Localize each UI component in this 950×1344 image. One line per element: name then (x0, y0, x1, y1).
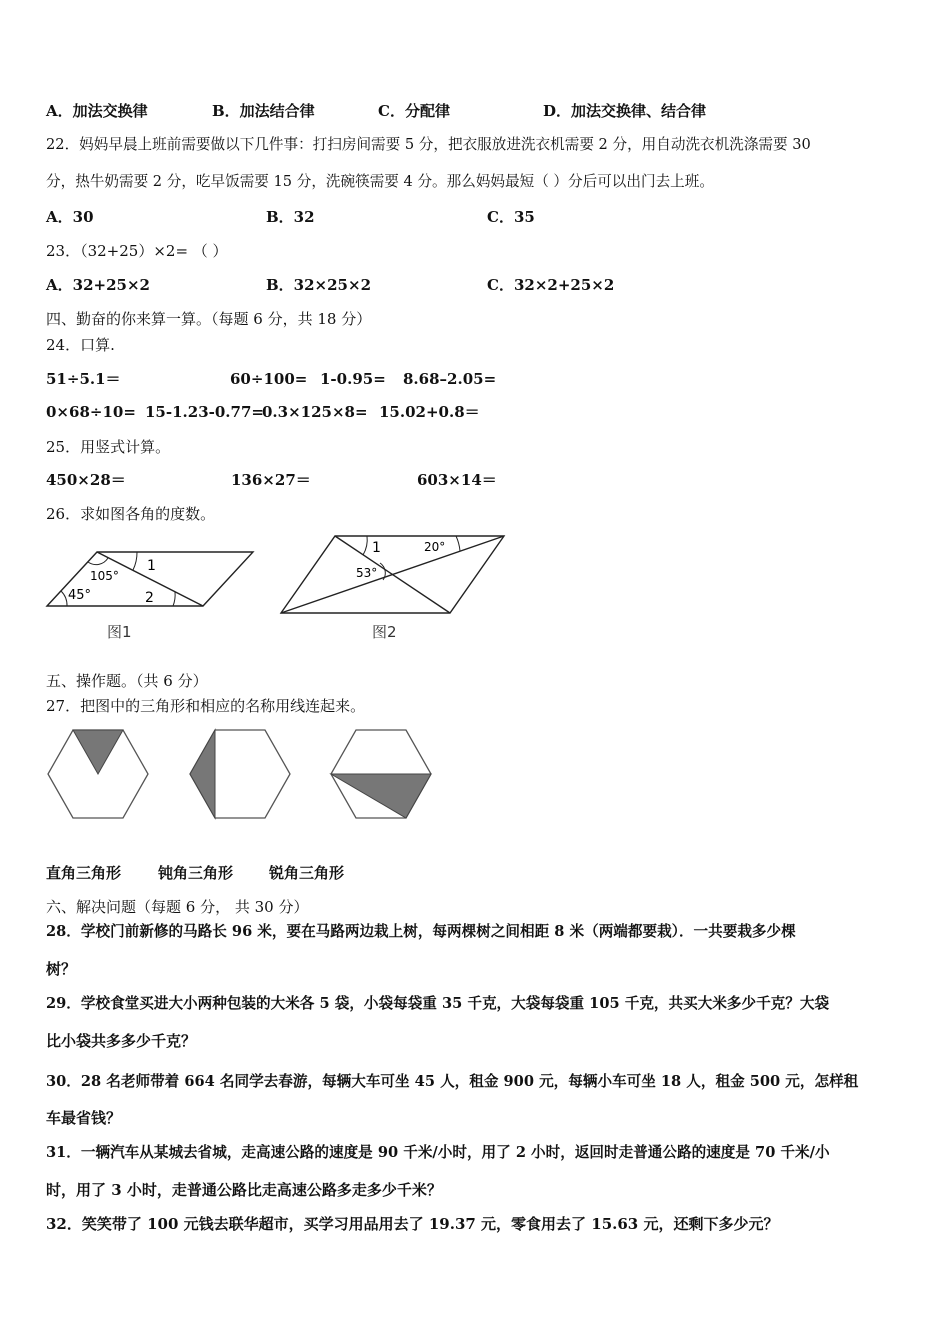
q21-option-d: D．加法交换律、结合律 (543, 102, 707, 120)
q24-item: 15-1.23-0.77= (145, 403, 264, 421)
q22-option-b: B．32 (266, 208, 315, 226)
q24-item: 51÷5.1＝ (46, 370, 121, 388)
q24-item: 60÷100= (230, 370, 308, 388)
fig2-angle-1: 1 (372, 540, 381, 556)
q25-text: 25．用竖式计算。 (46, 438, 171, 456)
q26-text: 26．求如图各角的度数。 (46, 505, 216, 523)
q24-item: 0×68÷10= (46, 403, 136, 421)
q21-option-c: C．分配律 (378, 102, 450, 120)
q22-option-c: C．35 (487, 208, 535, 226)
figure-2-parallelogram (276, 530, 511, 645)
q24-item: 0.3×125×8= (262, 403, 368, 421)
q21-option-b: B．加法结合律 (212, 102, 315, 120)
q29-text-line1: 29．学校食堂买进大小两种包装的大米各 5 袋，小袋每袋重 35 千克，大袋每袋重 105 千克，共买大米多少千克？大袋 (46, 995, 830, 1012)
q25-item: 136×27＝ (231, 471, 311, 489)
q21-option-a: A．加法交换律 (46, 102, 148, 120)
q23-option-b: B．32×25×2 (266, 276, 372, 294)
q25-item: 450×28＝ (46, 471, 126, 489)
section-4-heading: 四、勤奋的你来算一算。（每题 6 分，共 18 分） (46, 310, 372, 328)
q22-option-a: A．30 (46, 208, 94, 226)
q24-item: 8.68–2.05= (403, 370, 497, 388)
fig1-angle-45: 45° (68, 588, 92, 603)
q23-option-c: C．32×2+25×2 (487, 276, 615, 294)
triangle-name-right: 直角三角形 (46, 864, 122, 882)
q30-text-line2: 车最省钱？ (46, 1109, 122, 1127)
hexagon-figures (40, 722, 440, 827)
hexagon-3 (331, 730, 431, 818)
q24-item: 15.02+0.8＝ (379, 403, 480, 421)
q23-option-a: A．32+25×2 (46, 276, 150, 294)
q28-text-line1: 28．学校门前新修的马路长 96 米，要在马路两边栽上树，每两棵树之间相距 8 米（两端都要栽）．一共要栽多少棵 (46, 923, 796, 940)
q32-text: 32．笑笑带了 100 元钱去联华超市，买学习用品用去了 19.37 元，零食用去了 15.63 元，还剩下多少元？ (46, 1215, 779, 1233)
q24-text: 24．口算. (46, 336, 115, 354)
triangle-name-obtuse: 钝角三角形 (158, 864, 234, 882)
fig2-angle-53: 53° (356, 566, 378, 580)
hexagon-1 (48, 730, 148, 818)
fig2-angle-20: 20° (424, 540, 446, 554)
triangle-name-acute: 锐角三角形 (269, 864, 345, 882)
hexagon-2 (190, 730, 290, 818)
fig1-angle-2: 2 (145, 590, 154, 606)
q25-item: 603×14＝ (417, 471, 497, 489)
q27-text: 27．把图中的三角形和相应的名称用线连起来。 (46, 697, 366, 715)
q22-text-line2: 分，热牛奶需要 2 分，吃早饭需要 15 分，洗碗筷需要 4 分。那么妈妈最短（ ）分后可以出门去上班。 (46, 173, 714, 190)
section-6-heading: 六、解决问题（每题 6 分， 共 30 分） (46, 898, 309, 916)
fig1-caption: 图1 (107, 623, 132, 641)
q31-text-line2: 时，用了 3 小时，走普通公路比走高速公路多走多少千米？ (46, 1181, 442, 1199)
q24-item: 1-0.95= (320, 370, 386, 388)
fig1-angle-105: 105° (90, 569, 119, 583)
fig2-caption: 图2 (372, 623, 397, 641)
q30-text-line1: 30．28 名老师带着 664 名同学去春游，每辆大车可坐 45 人，租金 900 元，每辆小车可坐 18 人，租金 500 元，怎样租 (46, 1073, 859, 1090)
q23-text: 23．（32+25）×2= （ ） (46, 242, 228, 260)
q22-text-line1: 22．妈妈早晨上班前需要做以下几件事：打扫房间需要 5 分，把衣服放进洗衣机需要 2 分，用自动洗衣机洗涤需要 30 (46, 136, 811, 153)
section-5-heading: 五、操作题。（共 6 分） (46, 672, 208, 690)
q29-text-line2: 比小袋共多多少千克？ (46, 1032, 197, 1050)
q31-text-line1: 31．一辆汽车从某城去省城，走高速公路的速度是 90 千米/小时，用了 2 小时，返回时走普通公路的速度是 70 千米/小 (46, 1144, 830, 1161)
figure-1-parallelogram (40, 543, 265, 643)
q28-text-line2: 树？ (46, 960, 77, 978)
fig1-angle-1: 1 (147, 558, 156, 574)
